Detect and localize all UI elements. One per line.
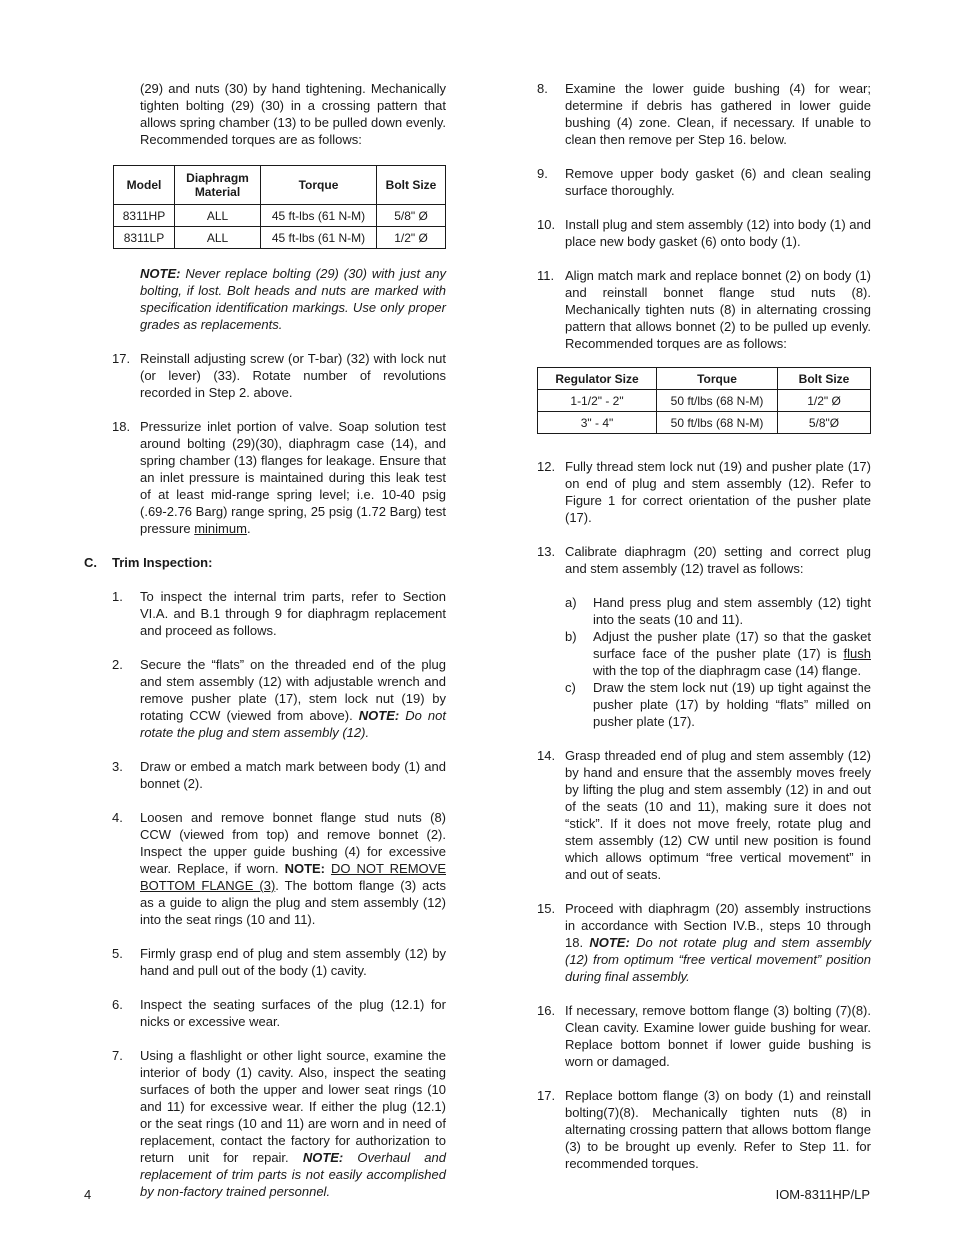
list-item — [84, 809, 446, 928]
table-cell: 1/2" Ø — [778, 390, 871, 412]
list-item — [537, 80, 871, 148]
list-item — [537, 747, 871, 883]
item-number: 18. — [112, 419, 131, 434]
document-id: IOM-8311HP/LP — [775, 1187, 870, 1202]
item-text: . The bottom flange (3) acts as a guide to align the plug and stem assembly (12) into the seat rings (10 and 11). — [140, 878, 447, 927]
item-text: Grasp threaded end of plug and stem assembly (12) by hand and ensure that the assembly moves freely by lifting the plug and stem assembly (12) in and out of the seats (10 and 11), making sure it does not “stick”. If it does not move freely, rotate plug and stem assembly (12) CW until new position is found which allows optimum “free vertical movement” in and out of seats. — [565, 748, 871, 882]
table-cell: 3" - 4" — [538, 412, 657, 434]
table-row — [114, 227, 446, 249]
note-text: Never replace bolting (29) (30) with just any bolting, if lost. Bolt heads and nuts are marked with specification identification markings. Use only proper grades as replacements. — [140, 266, 446, 332]
sub-item-letter: b) — [565, 629, 577, 644]
list-item — [84, 656, 446, 741]
item-number: 6. — [112, 997, 123, 1012]
note-text: Do not rotate plug and stem assembly (12) from optimum “free vertical movement” position during final assembly. — [565, 935, 872, 984]
table-header: Diaphragm Material — [175, 166, 261, 205]
table-cell: 5/8" Ø — [377, 205, 446, 227]
item-number: 15. — [537, 901, 556, 916]
item-number: 7. — [112, 1048, 123, 1063]
section-heading — [84, 554, 446, 571]
sub-item-text: with the top of the diaphragm case (14) flange. — [593, 663, 862, 678]
table-header-row — [538, 368, 871, 390]
list-item — [84, 350, 446, 401]
item-text: Draw or embed a match mark between body (1) and bonnet (2). — [140, 759, 446, 791]
underlined-text: flush — [843, 646, 871, 661]
item-number: 1. — [112, 589, 123, 604]
item-text: Using a flashlight or other light source, examine the interior of body (1) cavity. Also, inspect the seating surfaces of both the upper and lower seat rings (10 and 11) for excessive wear. If either the plug (12.1) or the seat rings (10 and 11) are worn and in need of replacement, contact the factory for authorization to return unit for repair. — [140, 1048, 446, 1165]
sub-item-text: Adjust the pusher plate (17) so that the gasket surface face of the pusher plate (17) is — [593, 629, 871, 661]
table-header: Bolt Size — [377, 166, 446, 205]
sub-item — [565, 679, 871, 730]
table-cell: 50 ft/lbs (68 N-M) — [657, 412, 778, 434]
list-item — [84, 945, 446, 979]
table-row — [114, 205, 446, 227]
table-cell: 8311LP — [114, 227, 175, 249]
note-text: Do not rotate the plug and stem assembly (12). — [140, 708, 446, 740]
item-number: 13. — [537, 544, 556, 559]
item-number: 2. — [112, 657, 123, 672]
item-text: . — [246, 521, 251, 536]
list-item — [537, 458, 871, 526]
item-number: 11. — [537, 268, 555, 283]
item-number: 9. — [537, 166, 548, 181]
sub-item-text: Hand press plug and stem assembly (12) tight into the seats (10 and 11). — [593, 595, 871, 627]
underlined-text: minimum — [194, 521, 247, 536]
table-cell: ALL — [175, 205, 261, 227]
sub-item — [565, 628, 871, 679]
section-letter: C. — [84, 555, 97, 570]
list-item — [537, 543, 871, 730]
list-item — [537, 216, 871, 250]
table-cell: 8311HP — [114, 205, 175, 227]
bolt-torque-table — [113, 165, 446, 249]
item-number: 5. — [112, 946, 123, 961]
table-cell: 50 ft/lbs (68 N-M) — [657, 390, 778, 412]
item-number: 4. — [112, 810, 123, 825]
intro-paragraph: (29) and nuts (30) by hand tightening. Mechanically tighten bolting (29) (30) in a crossing pattern that allows spring chamber (13) to be pulled down evenly. Recommended torques are as follows: — [140, 81, 446, 147]
table-header-row — [114, 166, 446, 205]
note-label: NOTE: — [140, 266, 181, 281]
list-item — [537, 900, 871, 985]
item-text: Reinstall adjusting screw (or T-bar) (32) with lock nut (or lever) (33). Rotate number of revolutions recorded in Step 2. above. — [140, 351, 446, 400]
item-number: 14. — [537, 748, 556, 763]
sub-item — [565, 594, 871, 628]
item-text: Examine the lower guide bushing (4) for wear; determine if debris has gathered in lower guide bushing (4) zone. Clean, if necessary. If unable to clean then remove per Step 16. below. — [565, 81, 871, 147]
list-item — [84, 996, 446, 1030]
left-column — [84, 80, 446, 1217]
table-cell: 1-1/2" - 2" — [538, 390, 657, 412]
right-column — [537, 80, 871, 1189]
item-number: 8. — [537, 81, 548, 96]
item-text: Fully thread stem lock nut (19) and pusher plate (17) on end of plug and stem assembly (12). Refer to Figure 1 for correct orientation of the pusher plate (17). — [565, 459, 871, 525]
list-item — [84, 418, 446, 537]
table-cell: 45 ft-lbs (61 N-M) — [261, 227, 377, 249]
table-row — [538, 412, 871, 434]
item-text: Inspect the seating surfaces of the plug (12.1) for nicks or excessive wear. — [140, 997, 446, 1029]
list-item — [537, 1002, 871, 1070]
item-text: To inspect the internal trim parts, refer to Section VI.A. and B.1 through 9 for diaphragm replacement and proceed as follows. — [140, 589, 446, 638]
list-item — [84, 588, 446, 639]
item-text: Firmly grasp end of plug and stem assembly (12) by hand and pull out of the body (1) cavity. — [140, 946, 446, 978]
list-item — [537, 1087, 871, 1172]
table-header: Regulator Size — [538, 368, 657, 390]
list-item — [84, 758, 446, 792]
item-number: 3. — [112, 759, 123, 774]
item-number: 17. — [537, 1088, 556, 1103]
note-text: Overhaul and replacement of trim parts is not easily accomplished by non-factory trained personnel. — [140, 1150, 446, 1199]
section-title: Trim Inspection: — [112, 555, 213, 570]
table-header: Torque — [657, 368, 778, 390]
table-header: Model — [114, 166, 175, 205]
regulator-torque-table — [537, 367, 871, 434]
sub-item-letter: c) — [565, 680, 576, 695]
table-cell: ALL — [175, 227, 261, 249]
note-label: NOTE: — [284, 861, 326, 876]
item-number: 16. — [537, 1003, 556, 1018]
note-label: NOTE: — [358, 708, 400, 723]
item-text: Install plug and stem assembly (12) into body (1) and place new body gasket (6) onto body (1). — [565, 217, 871, 249]
table-cell: 5/8"Ø — [778, 412, 871, 434]
table-row — [538, 390, 871, 412]
list-item — [537, 267, 871, 352]
table-header: Torque — [261, 166, 377, 205]
page-number: 4 — [84, 1187, 92, 1202]
item-text: If necessary, remove bottom flange (3) bolting (7)(8). Clean cavity. Examine lower guide bushing for wear. Replace bottom bonnet if lower guide bushing is worn or damaged. — [565, 1003, 871, 1069]
item-text: Align match mark and replace bonnet (2) on body (1) and reinstall bonnet flange stud nuts (8). Mechanically tighten nuts (8) in alternating crossing pattern that allows bonnet (2) to be pulled up evenly. Recommended torques are as follows: — [565, 268, 871, 351]
item-number: 12. — [537, 459, 556, 474]
sub-item-text: Draw the stem lock nut (19) up tight against the pusher plate (17) by holding “flats” milled on pusher plate (17). — [593, 680, 871, 729]
sub-item-letter: a) — [565, 595, 577, 610]
table-cell: 1/2" Ø — [377, 227, 446, 249]
list-item — [537, 165, 871, 199]
note-label: NOTE: — [302, 1150, 344, 1165]
note-label: NOTE: — [589, 935, 630, 950]
item-text: Secure the “flats” on the threaded end of the plug and stem assembly (12) with adjustable wrench and remove pusher plate (17), stem lock nut (19) by rotating CCW (viewed from above). — [140, 657, 446, 723]
item-text: Remove upper body gasket (6) and clean sealing surface thoroughly. — [565, 166, 871, 198]
table-header: Bolt Size — [778, 368, 871, 390]
item-text: Pressurize inlet portion of valve. Soap solution test around bolting (29)(30), diaphragm case (14), and spring chamber (13) flanges for leakage. Ensure that an inlet pressure is maintained during this leak test of at least mid-range spring level; i.e. 10-40 psig (.69-2.76 Barg) range spring, 25 psig (1.72 Barg) test pressure — [140, 419, 446, 536]
item-text: Proceed with diaphragm (20) assembly instructions in accordance with Section IV.B., steps 10 through 18. — [565, 901, 871, 950]
item-number: 10. — [537, 217, 556, 232]
item-text: Calibrate diaphragm (20) setting and correct plug and stem assembly (12) travel as follows: — [565, 544, 871, 576]
underlined-text: DO NOT REMOVE BOTTOM FLANGE (3) — [140, 861, 446, 893]
list-item — [84, 1047, 446, 1200]
bolting-note — [84, 265, 446, 333]
item-text: Loosen and remove bonnet flange stud nuts (8) CCW (viewed from top) and remove bonnet (2). Inspect the upper guide bushing (4) for excessive wear. Replace, if worn. — [140, 810, 446, 876]
table-cell: 45 ft-lbs (61 N-M) — [261, 205, 377, 227]
item-number: 17. — [112, 351, 131, 366]
item-text: Replace bottom flange (3) on body (1) and reinstall bolting(7)(8). Mechanically tighten nuts (8) in alternating crossing pattern that allows bottom flange (3) to be brought up evenly. Refer to Step 11. for recommended torques. — [565, 1088, 871, 1171]
